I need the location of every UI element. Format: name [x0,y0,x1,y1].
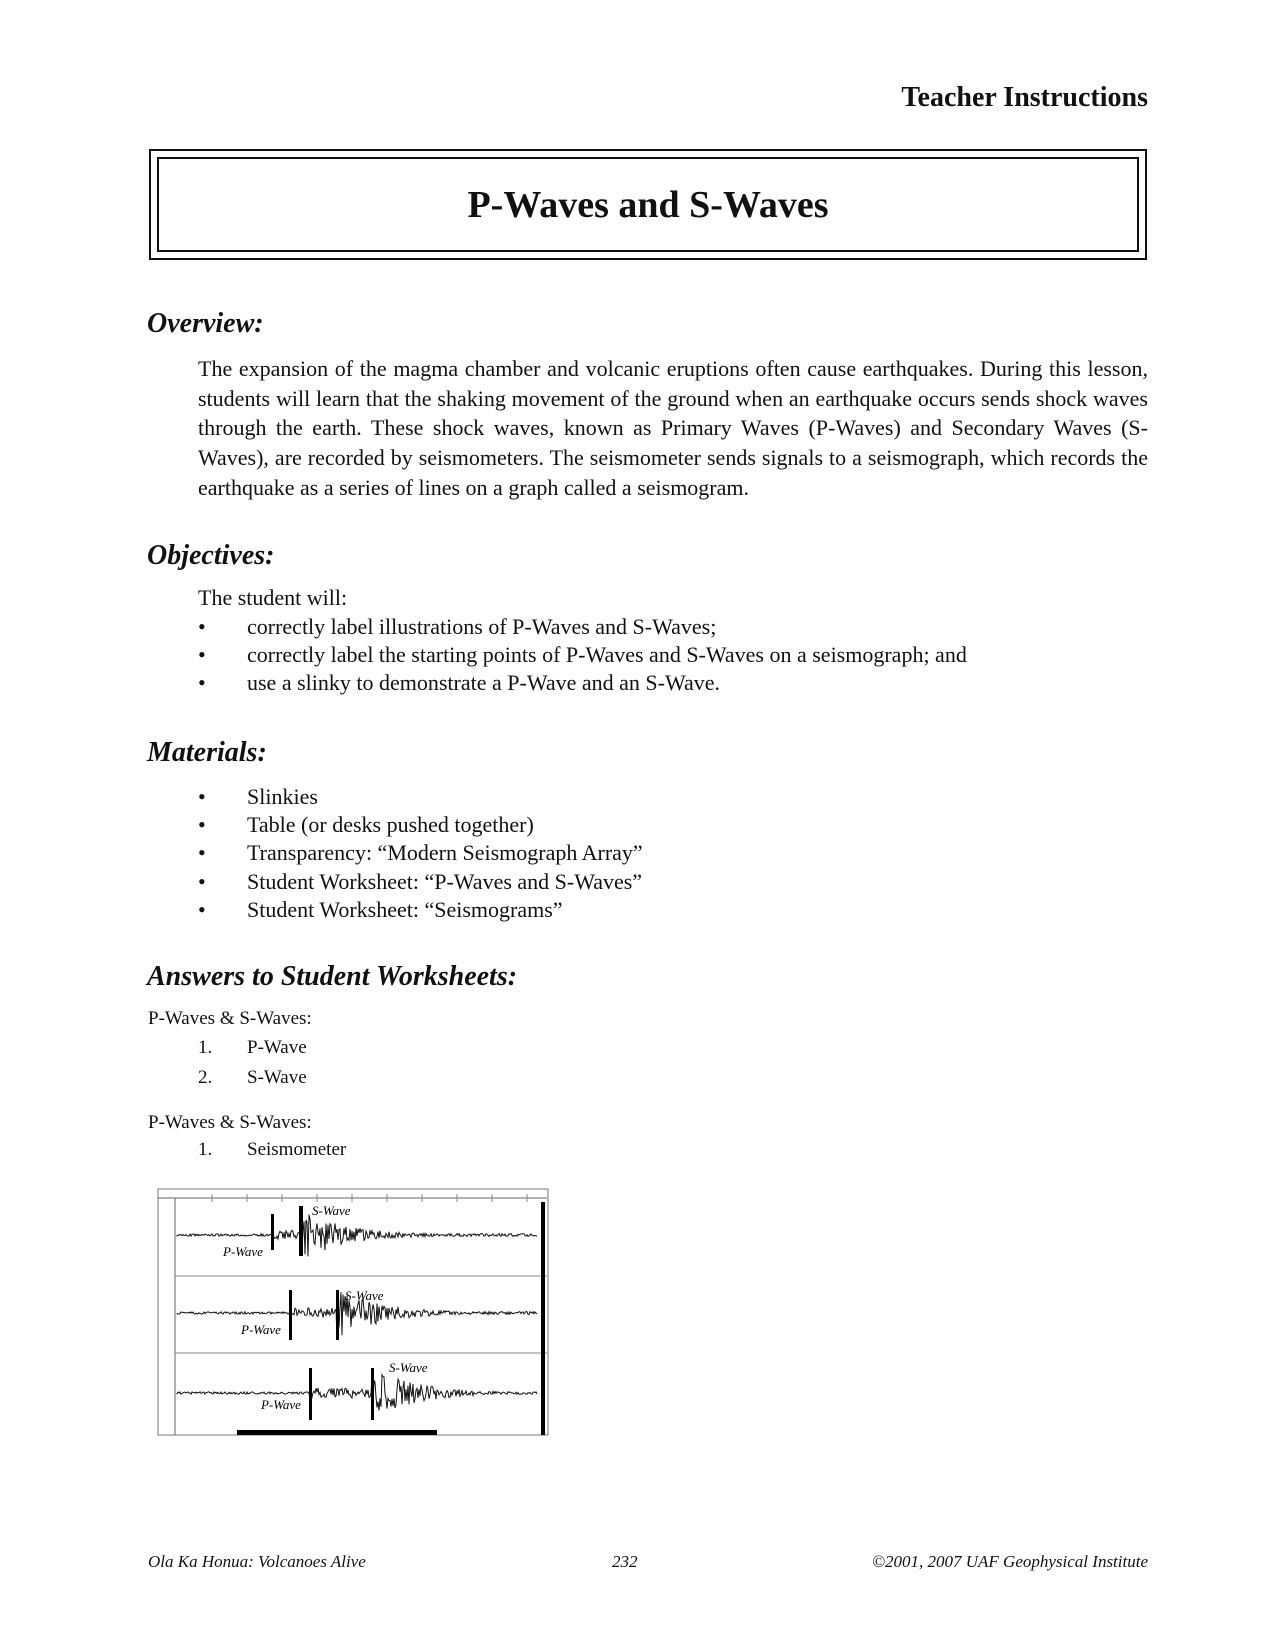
s-wave-label-3: S-Wave [389,1360,428,1375]
list-item: • Student Worksheet: “P-Waves and S-Waves” [198,868,643,896]
seismogram-right-bar [541,1202,545,1435]
materials-heading: Materials: [147,737,267,768]
overview-text: The expansion of the magma chamber and volcanic eruptions often cause earthquakes. During this lesson, students will learn that the shaking movement of the ground when an earthquake occurs sends shock waves through the earth. These shock waves, known as Primary Waves (P-Waves) and Secondary Waves (S-Waves), are recorded by seismometers. The seismometer sends signals to a seismograph, which records the earthquake as a series of lines on a graph called a seismogram. [198,356,1148,500]
bullet: • [198,812,206,838]
s-wave-label-2: S-Wave [345,1288,384,1303]
answers-heading: Answers to Student Worksheets: [147,961,518,992]
footer-page-number: 232 [612,1552,638,1571]
answers-group1-list [198,1033,307,1093]
objectives-heading: Objectives: [147,540,275,571]
list-item: 1. Seismometer [198,1139,347,1160]
answers-group2-label: P-Waves & S-Waves: [148,1112,312,1133]
p-wave-label-1: P-Wave [223,1244,263,1259]
title-box [149,149,1147,260]
objectives-intro: The student will: [198,585,348,610]
header-label: Teacher Instructions [901,82,1148,113]
list-item: • Student Worksheet: “Seismograms” [198,896,643,924]
footer-right: ©2001, 2007 UAF Geophysical Institute [872,1552,1148,1571]
p-wave-label-2: P-Wave [241,1322,281,1337]
document-title: P-Waves and S-Waves [467,183,829,226]
bullet: • [198,896,206,922]
list-item: • use a slinky to demonstrate a P-Wave and an S-Wave. [198,669,967,697]
p-wave-marker-2 [289,1290,292,1340]
s-wave-marker-2 [336,1290,339,1340]
list-item: • correctly label illustrations of P-Waves and S-Waves; [198,613,967,641]
list-item: • Slinkies [198,783,643,811]
list-item: 2. S-Wave [198,1067,307,1088]
title-box-inner [157,157,1139,252]
s-wave-marker-1 [299,1206,303,1256]
bullet: • [198,670,206,696]
bullet: • [198,784,206,809]
bullet: • [198,840,206,866]
s-wave-marker-3 [371,1368,374,1420]
answers-group2-list [198,1137,346,1163]
bullet: • [198,614,206,639]
bullet: • [198,868,206,894]
overview-heading: Overview: [147,308,264,339]
seismogram-figure [157,1188,552,1444]
p-wave-marker-1 [271,1214,274,1250]
p-wave-label-3: P-Wave [261,1397,301,1412]
list-item: • Transparency: “Modern Seismograph Array” [198,839,643,867]
answers-group1-label: P-Waves & S-Waves: [148,1008,312,1029]
list-item: • correctly label the starting points of P-Waves and S-Waves on a seismograph; and [198,641,967,669]
objectives-list [198,613,967,698]
list-item: 1. P-Wave [198,1037,307,1058]
seismogram-bottom-bar [237,1430,437,1435]
footer-left: Ola Ka Honua: Volcanoes Alive [148,1552,366,1571]
materials-list [198,783,643,924]
p-wave-marker-3 [309,1368,312,1420]
s-wave-label-1: S-Wave [312,1203,351,1218]
list-item: • Table (or desks pushed together) [198,811,643,839]
bullet: • [198,642,206,668]
